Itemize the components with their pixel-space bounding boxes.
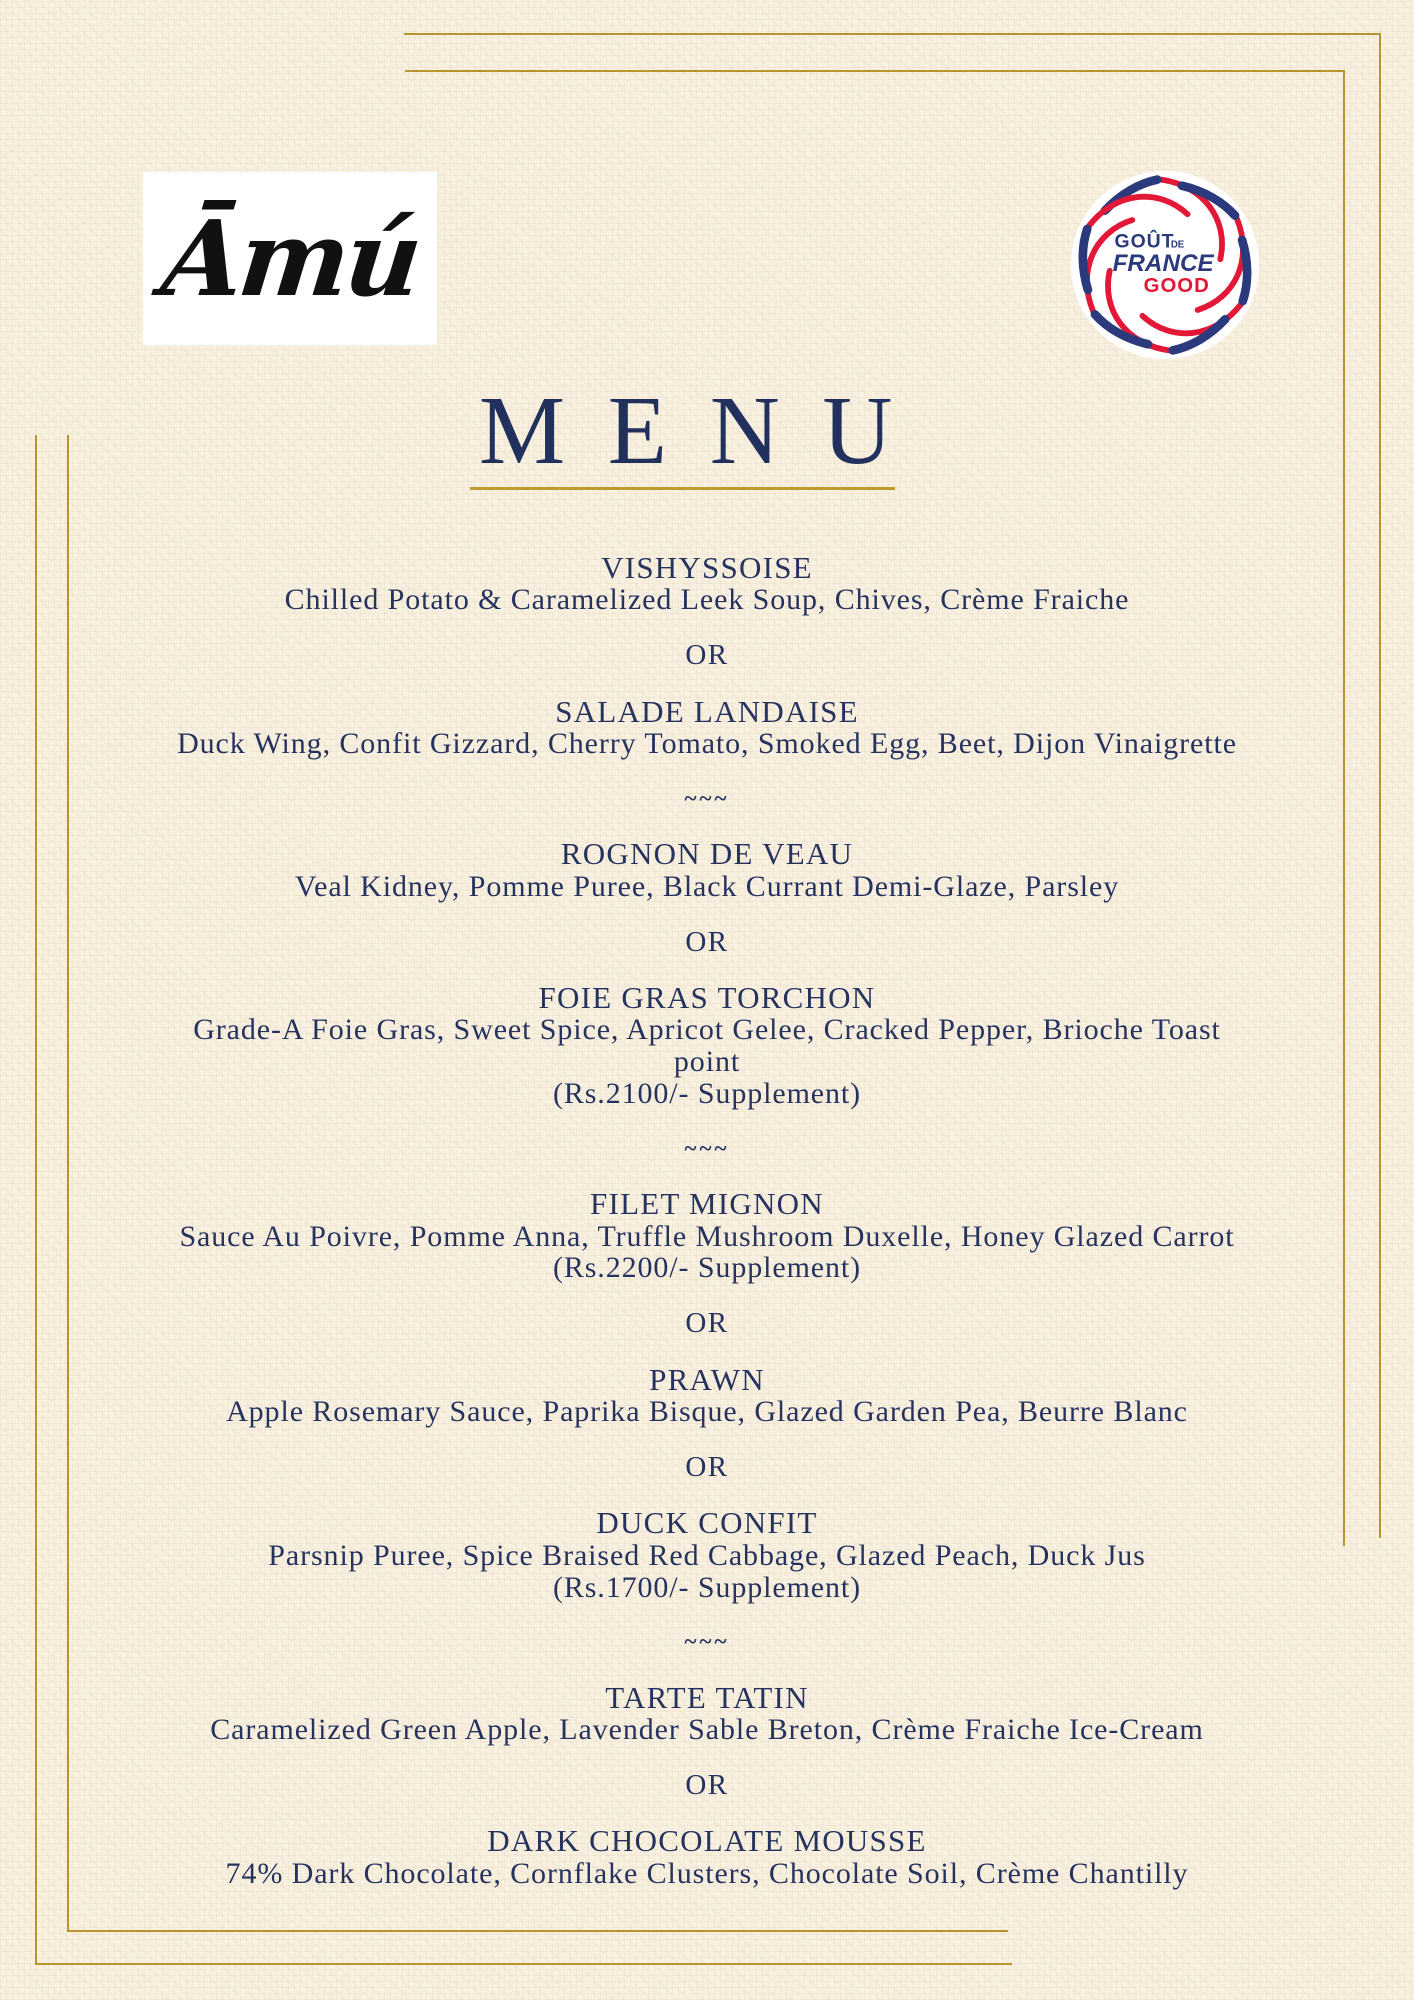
or-separator: OR [685, 1307, 729, 1340]
badge-text-gout: GOÛT [1114, 230, 1175, 253]
menu-item [45, 1363, 1369, 1428]
menu-item [45, 837, 1369, 902]
menu-item-name: DUCK CONFIT [596, 1505, 818, 1541]
frame-outer-right-line [1379, 33, 1381, 1538]
menu-item-desc: (Rs.1700/- Supplement) [552, 1570, 862, 1604]
title-underline [470, 487, 895, 490]
menu-item [45, 1681, 1369, 1746]
course-separator: ~~~ [684, 785, 730, 811]
menu-item-desc: (Rs.2100/- Supplement) [552, 1077, 862, 1111]
or-separator: OR [685, 925, 729, 958]
menu-item [45, 1824, 1369, 1889]
menu-item-name: TARTE TATIN [605, 1679, 809, 1715]
menu-item-name: FILET MIGNON [590, 1186, 824, 1222]
menu-item-desc: Veal Kidney, Pomme Puree, Black Currant Demi-Glaze, Parsley [294, 869, 1120, 903]
course-separator: ~~~ [684, 1135, 730, 1161]
badge-text-good: GOOD [1143, 275, 1210, 298]
menu-item [45, 551, 1369, 616]
menu-item-desc: Duck Wing, Confit Gizzard, Cherry Tomato, Smoked Egg, Beet, Dijon Vinaigrette [177, 727, 1237, 761]
or-separator: OR [685, 639, 729, 672]
badge-text-france: FRANCE [1112, 249, 1214, 277]
frame-outer-bottom-line [35, 1963, 1012, 1965]
menu-item-name: DARK CHOCOLATE MOUSSE [487, 1823, 927, 1859]
menu-item-desc: 74% Dark Chocolate, Cornflake Clusters, Chocolate Soil, Crème Chantilly [225, 1856, 1189, 1890]
page-title: MENU [478, 377, 936, 484]
or-separator: OR [685, 1768, 729, 1801]
course-separator: ~~~ [684, 1629, 730, 1655]
menu-item-desc: Parsnip Puree, Spice Braised Red Cabbage, Glazed Peach, Duck Jus [268, 1538, 1146, 1572]
menu-item-name: FOIE GRAS TORCHON [538, 979, 876, 1015]
menu-item-desc: Chilled Potato & Caramelized Leek Soup, Chives, Crème Fraiche [284, 583, 1130, 617]
menu-item [45, 1187, 1369, 1284]
frame-inner-bottom-line [67, 1930, 1008, 1932]
menu-item [45, 981, 1369, 1110]
frame-outer-left-line [35, 435, 37, 1965]
menu-item-desc: point [673, 1045, 741, 1079]
menu-item-name: PRAWN [649, 1361, 765, 1397]
menu-item-desc: Apple Rosemary Sauce, Paprika Bisque, Glazed Garden Pea, Beurre Blanc [226, 1395, 1188, 1429]
badge-text-de: DE [1170, 239, 1185, 251]
restaurant-logo-text: Āmú [156, 196, 424, 320]
menu-item-desc: (Rs.2200/- Supplement) [552, 1251, 862, 1285]
restaurant-logo [143, 172, 437, 345]
gout-de-france-badge-icon [1068, 168, 1262, 362]
menu-courses [45, 551, 1369, 1890]
or-separator: OR [685, 1450, 729, 1483]
menu-item [45, 1506, 1369, 1603]
menu-item-desc: Grade-A Foie Gras, Sweet Spice, Apricot Gelee, Cracked Pepper, Brioche Toast [193, 1013, 1221, 1047]
menu-item-name: VISHYSSOISE [601, 550, 813, 585]
frame-inner-top-line [405, 70, 1345, 72]
menu-item-desc: Sauce Au Poivre, Pomme Anna, Truffle Mushroom Duxelle, Honey Glazed Carrot [179, 1219, 1235, 1253]
menu-item [45, 695, 1369, 760]
menu-item-name: SALADE LANDAISE [555, 693, 859, 729]
menu-item-name: ROGNON DE VEAU [560, 836, 854, 872]
menu-item-desc: Caramelized Green Apple, Lavender Sable Breton, Crème Fraiche Ice-Cream [210, 1713, 1204, 1747]
frame-outer-top-line [404, 33, 1381, 35]
